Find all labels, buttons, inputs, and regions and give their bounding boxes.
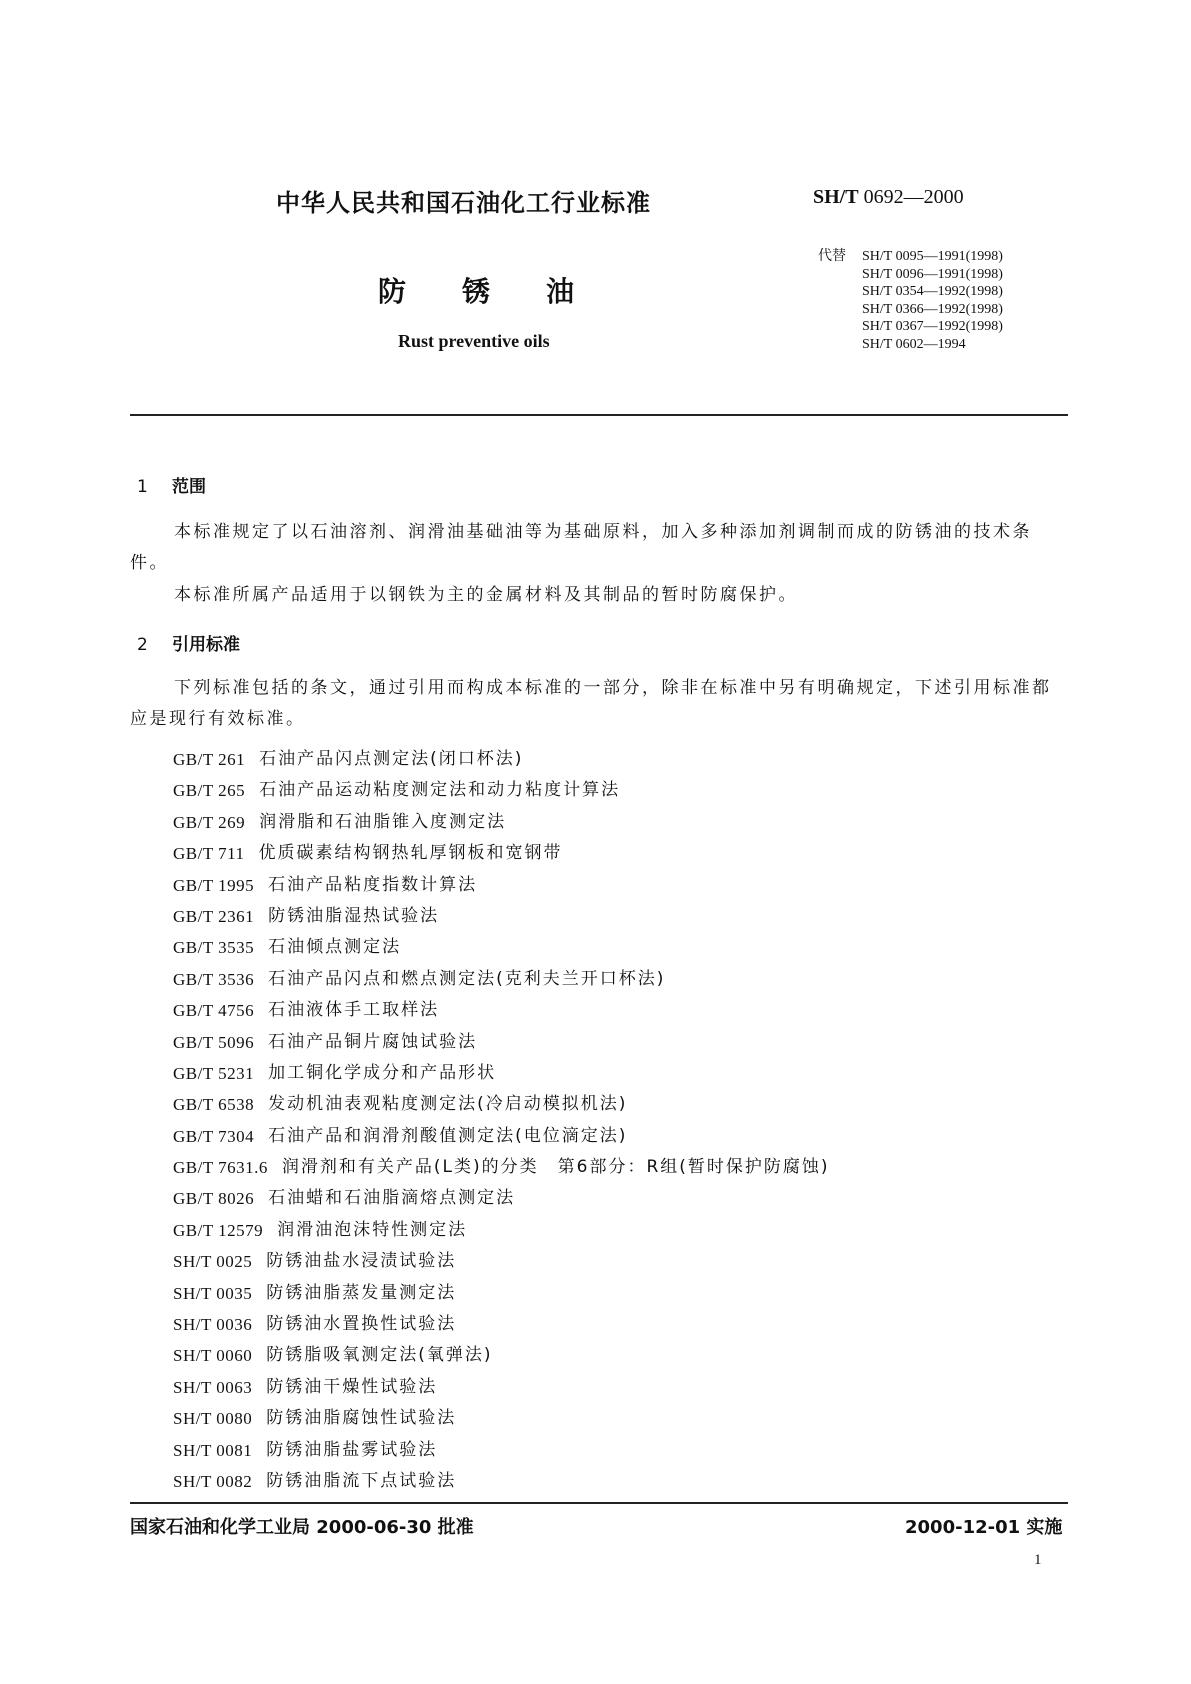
reference-item [173, 1466, 830, 1497]
reference-title: 防锈油盐水浸渍试验法 [266, 1251, 457, 1272]
replaced-standard: SH/T 0366—1992(1998) [862, 301, 1003, 317]
replaces-label: 代替 [818, 248, 846, 264]
section-title: 引用标准 [172, 635, 240, 655]
reference-item [173, 1183, 830, 1214]
standard-code [813, 186, 964, 209]
approval-line: 国家石油和化学工业局 2000-06-30 批准 [130, 1517, 474, 1538]
reference-code: GB/T 3536 [173, 969, 255, 989]
reference-code: SH/T 0036 [173, 1315, 253, 1335]
reference-item [173, 1089, 830, 1120]
reference-title: 防锈油脂湿热试验法 [268, 905, 440, 926]
reference-item [173, 1152, 830, 1183]
reference-title: 防锈油脂腐蚀性试验法 [266, 1408, 457, 1429]
reference-title: 石油产品铜片腐蚀试验法 [268, 1031, 478, 1052]
reference-code: GB/T 261 [173, 750, 246, 769]
reference-title: 石油产品粘度指数计算法 [268, 874, 478, 895]
reference-item [173, 901, 830, 932]
reference-item [173, 838, 830, 869]
section-1-paragraph: 本标准规定了以石油溶剂、润滑油基础油等为基础原料，加入多种添加剂调制而成的防锈油的技术条件。 [130, 522, 1032, 573]
reference-item [173, 932, 830, 963]
replaced-standard: SH/T 0096—1991(1998) [862, 266, 1003, 282]
reference-item [173, 1215, 830, 1246]
reference-title: 防锈油干燥性试验法 [266, 1376, 438, 1397]
reference-title: 石油蜡和石油脂滴熔点测定法 [268, 1188, 516, 1209]
reference-item [173, 1309, 830, 1340]
reference-title: 石油液体手工取样法 [268, 1000, 440, 1021]
reference-item [173, 744, 830, 775]
replaces-list [818, 248, 1003, 353]
section-title: 范围 [172, 477, 206, 497]
replaced-standard: SH/T 0602—1994 [862, 336, 966, 352]
reference-code: SH/T 0060 [173, 1346, 253, 1366]
reference-item [173, 1340, 830, 1371]
reference-code: SH/T 0080 [173, 1409, 253, 1429]
reference-title: 润滑脂和石油脂锥入度测定法 [259, 811, 507, 832]
section-2-heading [137, 630, 240, 655]
section-1-heading [137, 472, 206, 497]
reference-code: GB/T 6538 [173, 1095, 255, 1115]
document-title-zh: 防锈油 [378, 275, 631, 308]
reference-title: 加工铜化学成分和产品形状 [268, 1062, 497, 1083]
reference-title: 发动机油表观粘度测定法(冷启动模拟机法) [268, 1094, 628, 1115]
section-2-intro: 下列标准包括的条文，通过引用而构成本标准的一部分，除非在标准中另有明确规定，下述引用标准都应是现行有效标准。 [130, 678, 1052, 729]
reference-code: SH/T 0025 [173, 1252, 253, 1272]
reference-title: 防锈油脂盐雾试验法 [266, 1439, 438, 1460]
reference-code: SH/T 0063 [173, 1377, 253, 1397]
reference-code: GB/T 8026 [173, 1189, 255, 1209]
reference-title: 防锈油水置换性试验法 [266, 1314, 457, 1335]
reference-code: GB/T 4756 [173, 1001, 255, 1021]
footer-divider [130, 1502, 1068, 1504]
reference-item [173, 1246, 830, 1277]
reference-code: GB/T 265 [173, 781, 246, 801]
reference-item [173, 1027, 830, 1058]
reference-code: GB/T 7631.6 [173, 1158, 268, 1178]
page-number: 1 [1034, 1552, 1042, 1568]
standard-code-number: 0692—2000 [863, 186, 964, 208]
reference-title: 防锈油脂蒸发量测定法 [266, 1282, 457, 1303]
reference-code: SH/T 0035 [173, 1283, 253, 1303]
reference-item [173, 870, 830, 901]
reference-item [173, 1372, 830, 1403]
reference-title: 优质碳素结构钢热轧厚钢板和宽钢带 [258, 843, 563, 864]
reference-title: 石油产品闪点测定法(闭口杯法) [259, 749, 524, 769]
reference-code: SH/T 0082 [173, 1471, 253, 1491]
reference-title: 防锈油脂流下点试验法 [266, 1470, 457, 1491]
section-number: 1 [137, 477, 148, 497]
reference-code: GB/T 5231 [173, 1063, 255, 1083]
reference-item [173, 1403, 830, 1434]
reference-code: GB/T 269 [173, 812, 246, 832]
reference-item [173, 964, 830, 995]
reference-code: GB/T 2361 [173, 906, 255, 926]
reference-item [173, 775, 830, 806]
section-number: 2 [137, 635, 148, 655]
reference-title: 石油产品闪点和燃点测定法(克利夫兰开口杯法) [268, 968, 666, 989]
reference-item [173, 1278, 830, 1309]
reference-code: GB/T 1995 [173, 875, 255, 895]
reference-item [173, 1058, 830, 1089]
reference-code: SH/T 0081 [173, 1440, 253, 1460]
reference-title: 石油产品和润滑剂酸值测定法(电位滴定法) [268, 1125, 628, 1146]
reference-title: 石油产品运动粘度测定法和动力粘度计算法 [259, 780, 621, 801]
replaced-standard: SH/T 0367—1992(1998) [862, 319, 1003, 334]
reference-title: 润滑剂和有关产品(L类)的分类 第6部分：R组(暂时保护防腐蚀) [281, 1157, 830, 1178]
header-divider [130, 414, 1068, 416]
reference-code: GB/T 7304 [173, 1126, 255, 1146]
replaced-standard: SH/T 0354—1992(1998) [862, 284, 1003, 299]
reference-code: GB/T 12579 [173, 1220, 264, 1240]
reference-item [173, 807, 830, 838]
reference-item [173, 1435, 830, 1466]
replaced-standard: SH/T 0095—1991(1998) [862, 249, 1003, 264]
standard-body-title: 中华人民共和国石油化工行业标准 [276, 189, 651, 217]
reference-item [173, 1121, 830, 1152]
section-1-paragraph: 本标准所属产品适用于以钢铁为主的金属材料及其制品的暂时防腐保护。 [174, 585, 798, 605]
reference-list [173, 744, 830, 1497]
reference-code: GB/T 3535 [173, 938, 255, 958]
reference-code: GB/T 711 [173, 844, 245, 864]
reference-title: 润滑油泡沫特性测定法 [277, 1219, 468, 1240]
reference-code: GB/T 5096 [173, 1032, 255, 1052]
reference-item [173, 995, 830, 1026]
document-title-en: Rust preventive oils [398, 331, 550, 351]
reference-title: 防锈脂吸氧测定法(氧弹法) [266, 1345, 493, 1366]
implementation-date: 2000-12-01 实施 [905, 1517, 1063, 1538]
reference-title: 石油倾点测定法 [268, 937, 402, 958]
standard-code-prefix: SH/T [813, 186, 859, 208]
